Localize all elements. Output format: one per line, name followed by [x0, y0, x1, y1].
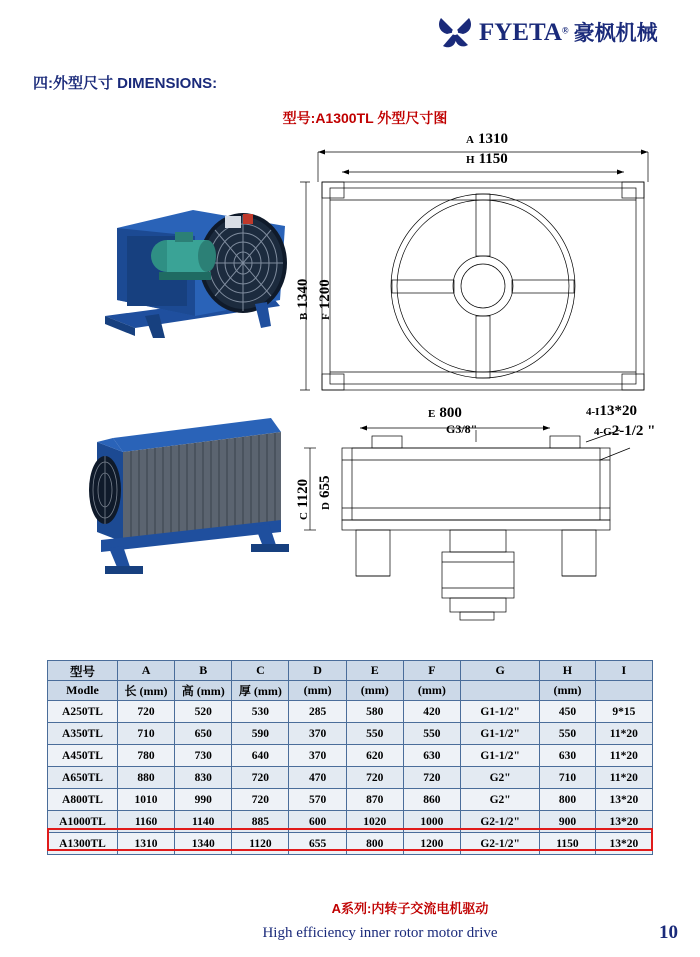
cell-f: 630	[403, 745, 460, 767]
header-c: C	[232, 661, 289, 681]
cell-a: 1160	[117, 811, 174, 833]
cell-i: 9*15	[595, 701, 652, 723]
cell-h: 630	[540, 745, 595, 767]
section-title-cn: 四:外型尺寸	[33, 75, 113, 92]
header-c-unit: 厚 (mm)	[232, 681, 289, 701]
cell-model: A650TL	[48, 767, 118, 789]
cell-d: 470	[289, 767, 346, 789]
cell-h: 550	[540, 723, 595, 745]
cell-d: 570	[289, 789, 346, 811]
header-b-unit: 高 (mm)	[175, 681, 232, 701]
cell-model: A1300TL	[48, 833, 118, 855]
table-row	[48, 745, 653, 767]
cell-i: 13*20	[595, 789, 652, 811]
header-e: E	[346, 661, 403, 681]
cell-e: 550	[346, 723, 403, 745]
footer-note-en	[0, 925, 700, 942]
footer-note-cn	[0, 898, 700, 917]
cell-c: 590	[232, 723, 289, 745]
hole-note: 4-I13*20	[586, 403, 637, 419]
cell-h: 800	[540, 789, 595, 811]
header-f: F	[403, 661, 460, 681]
logo-text: FYETA	[479, 19, 562, 46]
cell-d: 655	[289, 833, 346, 855]
cell-f: 1200	[403, 833, 460, 855]
cell-b: 1340	[175, 833, 232, 855]
dim-A: A 1310	[466, 131, 508, 147]
header-g: G	[461, 661, 540, 681]
cell-d: 370	[289, 745, 346, 767]
cell-e: 870	[346, 789, 403, 811]
figure-title	[0, 108, 700, 128]
header-model-en: Modle	[48, 681, 118, 701]
highlight-outline	[47, 828, 653, 851]
cell-g: G2"	[461, 767, 540, 789]
cell-h: 450	[540, 701, 595, 723]
cell-g: G1-1/2"	[461, 723, 540, 745]
cell-f: 1000	[403, 811, 460, 833]
cell-model: A250TL	[48, 701, 118, 723]
cell-f: 550	[403, 723, 460, 745]
cell-h: 900	[540, 811, 595, 833]
cell-b: 520	[175, 701, 232, 723]
section-title-en: DIMENSIONS:	[117, 75, 218, 92]
cell-d: 285	[289, 701, 346, 723]
cell-a: 880	[117, 767, 174, 789]
cell-i: 13*20	[595, 811, 652, 833]
side-view-photo	[75, 390, 290, 580]
dim-H: H 1150	[466, 151, 508, 167]
footer-note-cn-text: A系列:内转子交流电机驱动	[331, 901, 489, 916]
cell-e: 620	[346, 745, 403, 767]
table-row	[48, 723, 653, 745]
cell-c: 640	[232, 745, 289, 767]
header-e-unit: (mm)	[346, 681, 403, 701]
dim-F: F 1200	[317, 279, 333, 320]
cell-f: 420	[403, 701, 460, 723]
cell-a: 720	[117, 701, 174, 723]
cell-b: 990	[175, 789, 232, 811]
cell-g: G1-1/2"	[461, 701, 540, 723]
cell-i: 11*20	[595, 723, 652, 745]
cell-b: 830	[175, 767, 232, 789]
page-number: 10	[659, 922, 678, 943]
cell-model: A450TL	[48, 745, 118, 767]
header-h: H	[540, 661, 595, 681]
cell-a: 780	[117, 745, 174, 767]
logo-text-cn: 豪枫机械	[573, 21, 658, 45]
cell-h: 710	[540, 767, 595, 789]
header-f-unit: (mm)	[403, 681, 460, 701]
table-row	[48, 701, 653, 723]
cell-c: 720	[232, 789, 289, 811]
table-header-row-1	[48, 661, 653, 681]
header-i: I	[595, 661, 652, 681]
dim-D: D 655	[317, 475, 333, 510]
cell-e: 720	[346, 767, 403, 789]
cell-i: 13*20	[595, 833, 652, 855]
cell-c: 720	[232, 767, 289, 789]
cell-f: 720	[403, 767, 460, 789]
cell-i: 11*20	[595, 745, 652, 767]
header-i-unit	[595, 681, 652, 701]
cell-b: 650	[175, 723, 232, 745]
cell-c: 1120	[232, 833, 289, 855]
brand-logo	[435, 10, 685, 54]
cell-h: 1150	[540, 833, 595, 855]
table-header-row-2	[48, 681, 653, 701]
header-h-unit: (mm)	[540, 681, 595, 701]
cell-model: A800TL	[48, 789, 118, 811]
port-note: 4-G2-1/2 "	[594, 423, 656, 439]
header-model-cn: 型号	[48, 661, 118, 681]
cell-c: 885	[232, 811, 289, 833]
section-title	[33, 72, 217, 93]
cell-f: 860	[403, 789, 460, 811]
table-row	[48, 789, 653, 811]
logo-registered: ®	[561, 25, 569, 36]
header-d-unit: (mm)	[289, 681, 346, 701]
dim-B: B 1340	[295, 278, 311, 320]
cell-model: A1000TL	[48, 811, 118, 833]
cell-e: 580	[346, 701, 403, 723]
cell-i: 11*20	[595, 767, 652, 789]
cell-g: G2-1/2"	[461, 811, 540, 833]
cell-b: 1140	[175, 811, 232, 833]
cell-d: 370	[289, 723, 346, 745]
dimension-table	[47, 660, 653, 855]
thread-note: G3/8"	[446, 422, 478, 436]
cell-g: G1-1/2"	[461, 745, 540, 767]
dimension-drawing	[295, 130, 680, 630]
header-a-unit: 长 (mm)	[117, 681, 174, 701]
fan-logo-icon	[435, 14, 475, 50]
footer-note-en-text: High efficiency inner rotor motor drive	[262, 925, 498, 941]
header-g-unit	[461, 681, 540, 701]
cell-e: 1020	[346, 811, 403, 833]
header-d: D	[289, 661, 346, 681]
cell-a: 1010	[117, 789, 174, 811]
header-b: B	[175, 661, 232, 681]
cell-g: G2"	[461, 789, 540, 811]
cell-a: 710	[117, 723, 174, 745]
figure-title-text: 型号:A1300TL 外型尺寸图	[282, 110, 448, 126]
cell-model: A350TL	[48, 723, 118, 745]
front-view-photo	[75, 188, 290, 348]
cell-c: 530	[232, 701, 289, 723]
cell-d: 600	[289, 811, 346, 833]
cell-a: 1310	[117, 833, 174, 855]
table-row	[48, 767, 653, 789]
cell-b: 730	[175, 745, 232, 767]
cell-g: G2-1/2"	[461, 833, 540, 855]
cell-e: 800	[346, 833, 403, 855]
dim-E: E 800	[428, 405, 462, 421]
dim-C: C 1120	[295, 478, 311, 520]
header-a: A	[117, 661, 174, 681]
